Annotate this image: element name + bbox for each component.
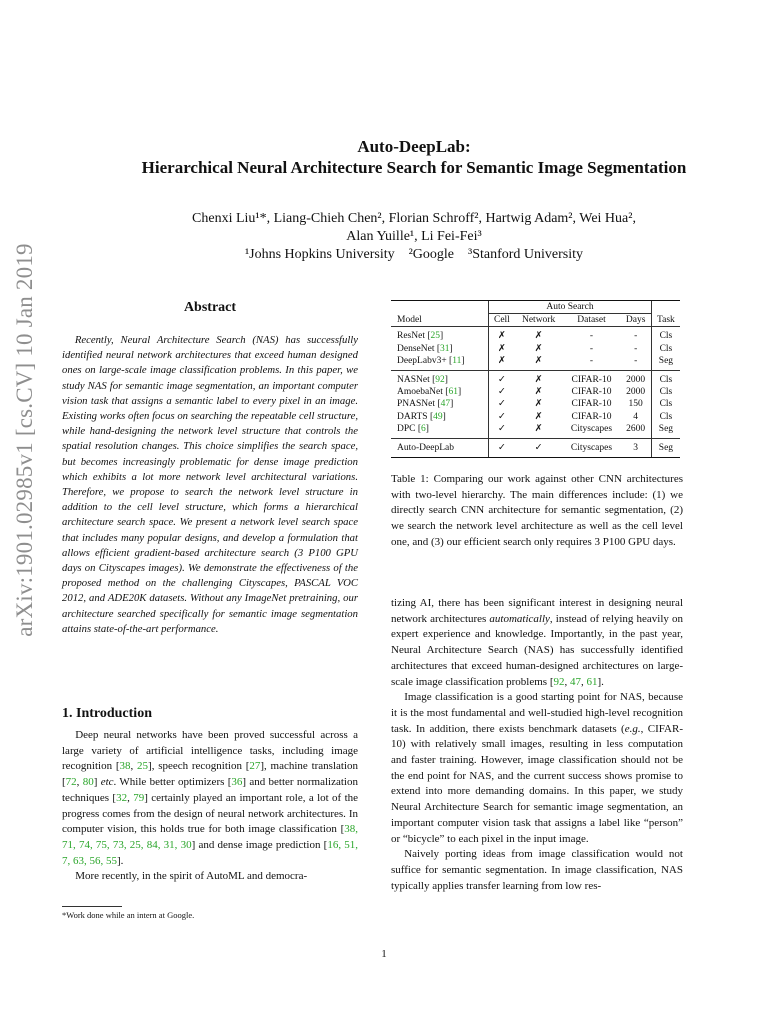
citation[interactable]: 79 [133,791,145,804]
affiliations: ¹Johns Hopkins University ²Google ³Stanford University [244,247,584,262]
table-cell-dataset: Cityscapes [570,423,613,434]
table-cell-cell-search: ✓ [489,411,515,423]
table-header-spacer [391,301,489,314]
text-run: Deep neural networks have been proved successful across a large variety of artificial intelligence tasks, including image recognition [ [62,729,358,773]
citation[interactable]: 31 [440,343,450,354]
table-cell-days: 150 [628,399,643,410]
paper-title-line2: Hierarchical Neural Architecture Search for Semantic Image Segmentation [141,158,687,177]
table-cell-network-search: ✗ [534,387,543,398]
table-cell-task: Seg [651,439,680,458]
table-cell-dataset: CIFAR-10 [571,411,612,422]
citation[interactable]: 92 [435,375,445,386]
table-group-header: Auto Search [489,301,652,314]
citation[interactable]: 72 [65,776,77,789]
text-run: automatically [489,612,550,625]
text-run: Image classification is a good starting point for NAS, because it is the most fundamental and well-studied high-level recognition task. In addition, there exists benchmark datasets ( [391,691,683,735]
citation[interactable]: 6 [421,423,426,434]
introduction-body [62,728,358,885]
table-cell-task: Cls [651,343,680,355]
citation[interactable]: 16, 51, 7, 63, 56, 55 [62,838,359,867]
citation[interactable]: 92 [553,675,565,688]
page-number: 1 [381,948,387,960]
intro-paragraph-2: More recently, in the spirit of AutoML and democra- [75,870,308,883]
right-column-body [391,596,683,894]
table-cell-network-search: ✗ [534,343,543,354]
table-cell-task: Cls [651,411,680,423]
table-cell-days: - [634,343,638,354]
citation[interactable]: 38, 71, 74, 75, 73, 25, 84, 31, 30 [62,823,358,851]
table-cell-cell-search: ✓ [489,386,515,398]
text-run: ] and dense image prediction [ [191,838,328,851]
table-cell-network-search: ✗ [515,327,563,343]
citation[interactable]: 61 [448,387,458,398]
table-cell-days: - [620,327,651,343]
model-name: DPC [397,423,416,434]
table-cell-network-search: ✗ [534,411,543,422]
arxiv-stamp: arXiv:1901.02985v1 [cs.CV] 10 Jan 2019 [12,243,37,637]
text-run: ] and better normalization techniques [ [62,776,358,804]
table-cell-dataset: - [589,355,594,366]
table-header-cell: Cell [489,314,515,327]
table-cell-model: PNASNet [47] [397,399,454,410]
right-paragraph-1 [391,596,683,690]
text-run: , CIFAR-10) with relatively small images, resulting in less computation and faster training. However, image classification should not be the end point for NAS, and the current success shows promise to extend into more demanding domains. In this paper, we study Neural Architecture Search for semantic image segmentation, an important computer vision task that assigns a label like “person” or “bicycle” to each pixel in the input image. [391,722,683,845]
text-run: . While better optimizers [ [113,776,232,789]
table-cell-days: 2000 [620,371,651,387]
comparison-table [391,300,680,458]
authors-line2: Alan Yuille¹, Li Fei-Fei³ [346,229,482,244]
table-cell-cell-search: ✗ [489,355,515,371]
text-run: tizing AI, there has been significant interest in designing neural network architectures [391,597,683,625]
citation[interactable]: 25 [430,331,441,342]
section-heading-introduction: 1. Introduction [62,706,152,721]
table-cell-model: ResNet [25] [391,327,489,343]
footnote-rule [62,906,122,907]
table-cell-network-search: ✓ [515,439,563,458]
citation[interactable]: 38 [119,760,131,773]
table-cell-network-search: ✗ [534,399,543,410]
table-cell-cell-search: ✗ [489,327,515,343]
table-cell-days: 2600 [626,423,646,434]
table-cell-dataset: CIFAR-10 [571,387,612,398]
citation[interactable]: 61 [586,675,598,688]
text-run: , [581,675,587,688]
table-row [391,343,680,355]
text-run: ], machine translation [ [62,760,359,789]
model-name: ResNet [397,331,425,342]
table-row [391,411,680,423]
text-run: ]. [117,854,124,867]
text-run: , [127,791,134,804]
table-cell-network-search: ✗ [534,423,543,434]
model-name: NASNet [397,375,430,386]
table-header-model: Model [397,314,422,325]
text-run: ] [93,776,101,789]
model-name: PNASNet [397,399,436,410]
table-row [391,439,680,458]
table-cell-model: NASNet [92] [391,371,489,387]
table-row [391,371,680,387]
citation[interactable]: 47 [570,675,581,688]
table-row [391,327,680,343]
table-cell-task: Cls [651,386,680,398]
right-paragraph-3: Naively porting ideas from image classification would not suffice for semantic segmentation. In image classification, NAS typically applies transfer learning from low res- [391,848,683,892]
authors-line1: Chenxi Liu¹*, Liang-Chieh Chen², Florian Schroff², Hartwig Adam², Wei Hua², [192,211,636,226]
model-name: Auto-DeepLab [397,443,454,454]
intro-paragraph-1 [62,728,358,869]
text-run: e.g. [624,722,641,735]
abstract-heading: Abstract [183,300,237,315]
text-run: , instead of relying heavily on expert experience and knowledge. Importantly, in the past year, Neural Architecture Search (NAS) has successfully identified architectures that exceed human-designed architectures on large-scale image classification problems [ [391,612,683,688]
footnote: *Work done while an intern at Google. [62,910,195,920]
table-row [391,398,680,410]
table-header-days: Days [625,315,646,326]
citation[interactable]: 25 [137,760,149,773]
model-name: DARTS [397,411,428,422]
model-name: DenseNet [397,343,435,354]
table-cell-days: - [634,355,638,366]
citation[interactable]: 11 [452,355,462,366]
table-cell-network-search: ✗ [515,371,563,387]
table-row [391,386,680,398]
table-cell-task: Seg [651,355,680,371]
table-cell-dataset: Cityscapes [563,439,621,458]
table-row [391,355,680,371]
table-caption: Table 1: Comparing our work against other CNN architectures with two-level hierarchy. The main differences include: (1) we directly search CNN architecture for semantic segmentation, (2) we search the network level architecture as well as the cell level one, and (3) our efficient search only requires 3 P100 GPU days. [391,473,683,548]
citation[interactable]: 27 [249,760,261,773]
citation[interactable]: 36 [231,776,243,789]
table-cell-model [391,439,489,458]
table-cell-days: 2000 [626,387,646,398]
table-header-spacer [651,301,680,314]
text-run: ]. [597,675,604,688]
table-header-network: Network [521,315,556,326]
table-cell-network-search: ✗ [534,355,543,366]
citation[interactable]: 49 [433,411,443,422]
model-name: DeepLabv3+ [397,355,447,366]
table-cell-model: DenseNet [31] [397,343,453,354]
right-paragraph-2 [391,690,683,847]
table-cell-dataset: CIFAR-10 [563,371,621,387]
table-cell-cell-search: ✓ [489,423,515,439]
table-cell-cell-search: ✓ [489,439,515,458]
table-header-dataset: Dataset [577,315,606,326]
table-cell-model: DeepLabv3+ [11] [397,355,465,366]
table-cell-cell-search: ✓ [489,371,515,387]
text-run: etc [100,776,114,789]
model-name: AmoebaNet [397,387,443,398]
abstract-text: Recently, Neural Architecture Search (NAS) has successfully identified neural network architectures that exceed human designed ones on large-scale image classification problems. In this paper, we study NAS for semantic image segmentation, an important computer vision task that assigns a semantic label to every pixel in an image. Existing works often focus on searching the repeatable cell structure, while hand-designing the network level structure that controls the spatial resolution changes. This choice simplifies the search space, but becomes increasingly problematic for dense image prediction which exhibits a lot more network level architectural variations. Therefore, we propose to search the network level structure in addition to the cell level structure, which forms a hierarchical architecture search space. We present a network level search space that includes many popular designs, and develop a formulation that allows efficient gradient-based architecture search (3 P100 GPU days on Cityscapes images). We demonstrate the effectiveness of the proposed method on the challenging Cityscapes, PASCAL VOC 2012, and ADE20K datasets. Without any ImageNet pretraining, our architecture searched specifically for semantic image segmentation attains state-of-the-art performance. [62,334,358,635]
table-cell-days: 4 [633,411,639,422]
table-row [391,423,680,439]
table-cell-dataset: - [589,343,594,354]
table-cell-task: Cls [651,327,680,343]
citation[interactable]: 47 [440,399,451,410]
table-cell-task: Seg [651,423,680,439]
table-cell-cell-search: ✓ [489,398,515,410]
table-cell-model: DPC [6] [397,423,429,434]
table-cell-cell-search: ✗ [489,343,515,355]
table-cell-model: AmoebaNet [61] [397,387,462,398]
table-cell-dataset: - [563,327,621,343]
table-cell-dataset: CIFAR-10 [571,399,612,410]
citation[interactable]: 32 [116,791,128,804]
table-cell-task: Cls [651,398,680,410]
table-cell-task: Cls [651,371,680,387]
text-run: , [130,760,138,773]
table-cell-days: 3 [620,439,651,458]
citation[interactable]: 80 [82,776,94,789]
text-run: , [564,675,570,688]
paper-title-line1: Auto-DeepLab: [357,137,471,156]
table-header-task: Task [651,314,680,327]
text-run: ] certainly played an important role, a lot of the progress comes from the design of neural network architectures. In computer vision, this holds true for both image classification [ [62,791,359,836]
table-cell-model: DARTS [49] [397,411,446,422]
text-run: , [76,776,83,789]
text-run: ], speech recognition [ [148,760,250,773]
